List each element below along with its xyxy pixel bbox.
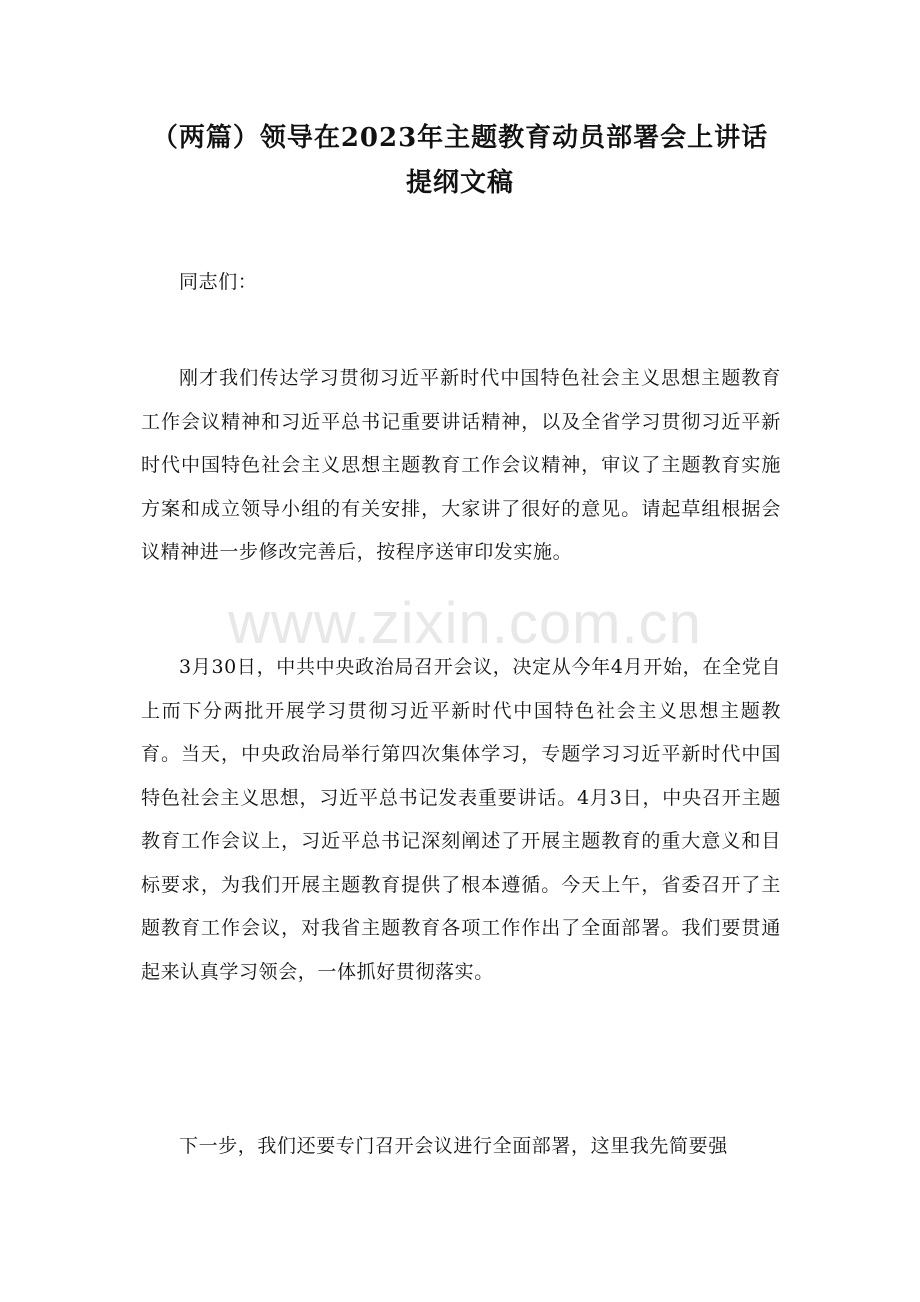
paragraph-2: 3月30日，中共中央政治局召开会议，决定从今年4月开始，在全党自上而下分两批开展学习贯彻习近平新时代中国特色社会主义思想主题教育。当天，中央政治局举行第四次集体学习，专题学习习近平新时代中国特色社会主义思想，习近平总书记发表重要讲话。4月3日，中央召开主题教育工作会议上，习近平总书记深刻阐述了开展主题教育的重大意义和目标要求，为我们开展主题教育提供了根本遵循。今天上午，省委召开了主题教育工作会议，对我省主题教育各项工作作出了全面部署。我们要贯通起来认真学习领会，一体抓好贯彻落实。: [141, 656, 781, 983]
document-title-line-1: （两篇）领导在2023年主题教育动员部署会上讲话: [151, 123, 769, 153]
paragraph-3: 下一步，我们还要专门召开会议进行全面部署，这里我先简要强: [179, 1135, 728, 1157]
document-title-line-2: 提纲文稿: [405, 168, 514, 198]
greeting: 同志们：: [179, 271, 258, 293]
paragraph-1: 刚才我们传达学习贯彻习近平新时代中国特色社会主义思想主题教育工作会议精神和习近平总书记重要讲话精神，以及全省学习贯彻习近平新时代中国特色社会主义思想主题教育工作会议精神，审议了主题教育实施方案和成立领导小组的有关安排，大家讲了很好的意见。请起草组根据会议精神进一步修改完善后，按程序送审印发实施。: [141, 367, 781, 563]
watermark: www.zixin.com.cn: [228, 591, 702, 656]
